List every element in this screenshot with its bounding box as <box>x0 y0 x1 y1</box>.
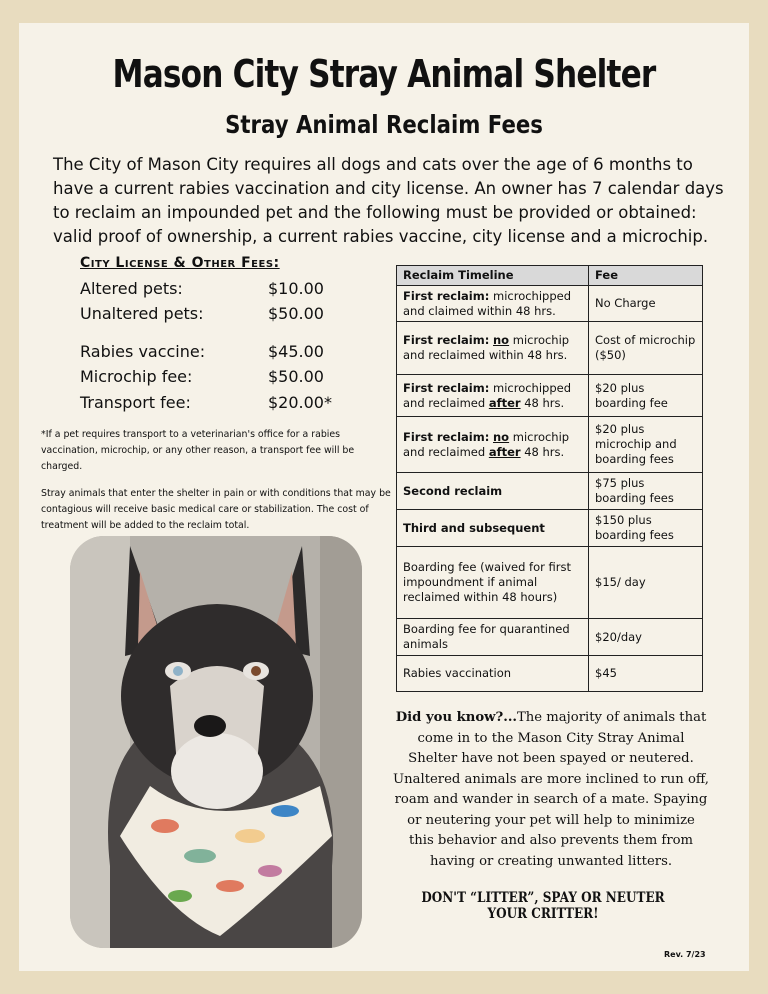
fee-row <box>80 393 332 412</box>
timeline-cell: Second reclaim <box>397 473 589 510</box>
did-you-know-text: The majority of animals that come in to the Mason City Stray Animal Shelter have not been spayed or neutered. Unaltered animals are more inclined to run off, roam and wander in search of a mate. Spaying or neutering your pet will help to minimize this behavior and also prevents them from having or creating unwanted litters. <box>393 710 709 869</box>
revision-label: Rev. 7/23 <box>664 950 706 959</box>
timeline-bold: First reclaim: <box>403 288 490 303</box>
timeline-cell <box>397 375 589 417</box>
fee-row <box>80 342 324 361</box>
timeline-cell: Boarding fee for quarantined animals <box>397 619 589 656</box>
fee-label: Unaltered pets: <box>80 304 204 323</box>
fee-row <box>80 304 324 323</box>
timeline-cell: Rabies vaccination <box>397 656 589 692</box>
timeline-underline: after <box>488 395 521 410</box>
medical-note: Stray animals that enter the shelter in pain or with conditions that may be contagious will receive basic medical care or stabilization. The cost of treatment will be added to the reclaim total. <box>41 488 391 531</box>
timeline-text: microchip and reclaimed within 48 hrs. <box>403 333 570 362</box>
table-row <box>397 510 703 547</box>
timeline-bold: First reclaim: <box>403 429 490 444</box>
timeline-bold: First reclaim: <box>403 333 490 347</box>
fee-row <box>80 279 324 298</box>
fee-value: $45.00 <box>268 342 324 361</box>
timeline-text: 48 hrs. <box>520 395 565 410</box>
table-row <box>397 417 703 473</box>
timeline-text: microchipped and reclaimed <box>403 380 572 410</box>
timeline-text: 48 hrs. <box>520 444 565 459</box>
fees-heading: City License & Other Fees: <box>80 255 280 271</box>
fee-cell: Cost of microchip ($50) <box>589 322 703 375</box>
fee-value: $10.00 <box>268 279 324 298</box>
timeline-bold: First reclaim: <box>403 380 490 395</box>
timeline-underline: no <box>493 429 510 444</box>
column-header: Reclaim Timeline <box>397 266 589 286</box>
timeline-cell: Third and subsequent <box>397 510 589 547</box>
fee-value: $50.00 <box>268 367 324 386</box>
spay-neuter-slogan: DON'T “LITTER”, SPAY OR NEUTER YOUR CRITTER! <box>421 890 665 922</box>
transport-note: *If a pet requires transport to a veterinarian's office for a rabies vaccination, microchip, or any other reason, a transport fee will be charged. <box>41 429 355 472</box>
timeline-cell <box>397 417 589 473</box>
fee-label: Microchip fee: <box>80 367 193 386</box>
table-row <box>397 619 703 656</box>
did-you-know-box <box>393 708 709 872</box>
fee-cell: $75 plus boarding fees <box>589 473 703 510</box>
fee-value: $50.00 <box>268 304 324 323</box>
page-subtitle: Stray Animal Reclaim Fees <box>225 110 543 139</box>
fee-cell: $150 plus boarding fees <box>589 510 703 547</box>
fee-cell: $45 <box>589 656 703 692</box>
timeline-underline: no <box>493 333 510 347</box>
column-header: Fee <box>589 266 703 286</box>
table-row <box>397 473 703 510</box>
fee-cell: $20 plus microchip and boarding fees <box>589 417 703 473</box>
fee-cell: $20 plus boarding fee <box>589 375 703 417</box>
table-row <box>397 286 703 322</box>
timeline-underline: after <box>488 444 521 459</box>
fee-cell: No Charge <box>589 286 703 322</box>
table-row <box>397 375 703 417</box>
fee-label: Transport fee: <box>80 393 191 412</box>
fee-value: $20.00* <box>268 393 332 412</box>
fee-label: Rabies vaccine: <box>80 342 206 361</box>
did-you-know-label: Did you know?... <box>395 710 518 725</box>
table-row <box>397 656 703 692</box>
husky-photo <box>70 536 362 948</box>
reclaim-fee-table <box>396 265 703 692</box>
intro-paragraph: The City of Mason City requires all dogs and cats over the age of 6 months to have a current rabies vaccination and city license. An owner has 7 calendar days to reclaim an impounded pet and the following must be provided or obtained: valid proof of ownership, a current rabies vaccine, city license and a microchip. <box>53 155 724 246</box>
fee-row <box>80 367 324 386</box>
table-row <box>397 322 703 375</box>
fee-cell: $15/ day <box>589 547 703 619</box>
table-header-row <box>397 266 703 286</box>
table-row <box>397 547 703 619</box>
timeline-cell <box>397 322 589 375</box>
timeline-cell: Boarding fee (waived for first impoundment if animal reclaimed within 48 hours) <box>397 547 589 619</box>
timeline-text: microchip and reclaimed <box>403 429 570 459</box>
page-title: Mason City Stray Animal Shelter <box>112 52 656 96</box>
timeline-text: microchipped and claimed within 48 hrs. <box>403 288 572 318</box>
fee-cell: $20/day <box>589 619 703 656</box>
timeline-cell <box>397 286 589 322</box>
fee-label: Altered pets: <box>80 279 183 298</box>
